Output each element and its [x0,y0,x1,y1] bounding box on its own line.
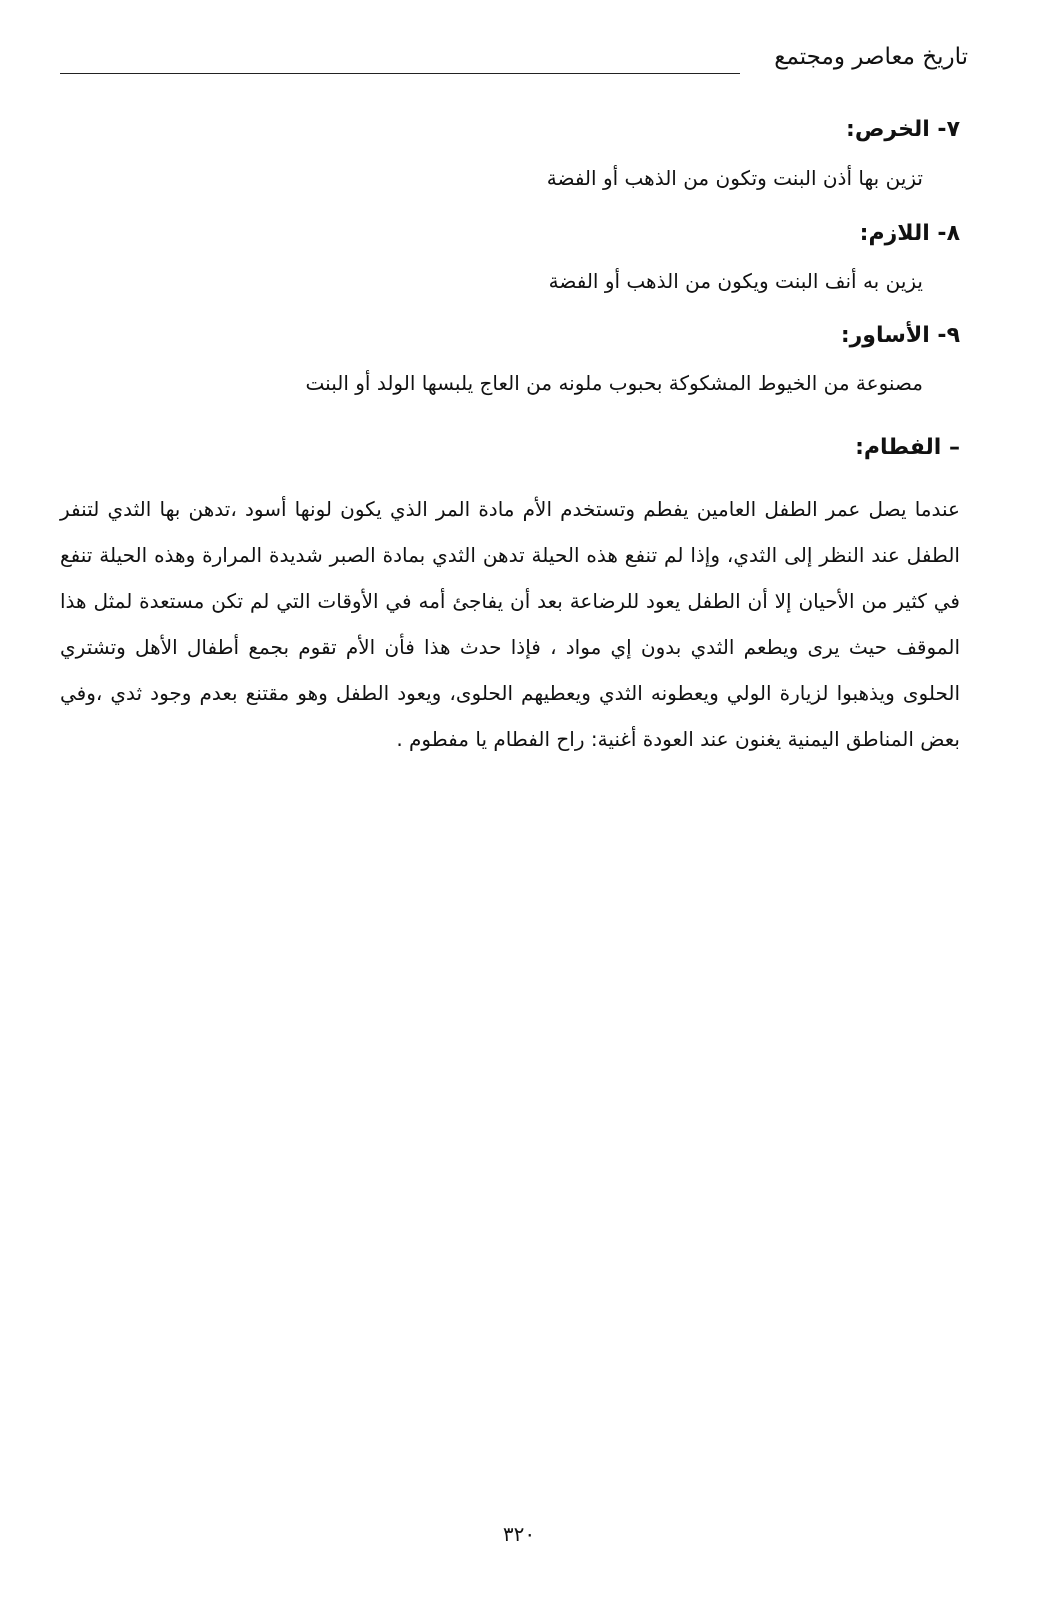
section-heading-fitam: – الفطام: [855,435,960,460]
item-heading-lazim: ٨- اللازم: [859,221,960,246]
section-paragraph-fitam: عندما يصل عمر الطفل العامين يفطم وتستخدم الأم مادة المر الذي يكون لونها أسود ،تدهن بها الثدي لتنفر الطفل عند النظر إلى الثدي، وإذا لم تنفع هذه الحيلة تدهن الثدي بمادة الصبر شديدة المرارة وهذه الحيلة تنفع في كثير من الأحيان إلا أن الطفل يعود للرضاعة بعد أن يفاجئ أمه في الأوقات التي لم تكن مستعدة لمثل هذا الموقف حيث يرى ويطعم الثدي بدون إي مواد ، فإذا حدث هذا فأن الأم تقوم بجمع أطفال الأهل وتشتري الحلوى ويذهبوا لزيارة الولي ويعطونه الثدي ويعطيهم الحلوى، ويعود الطفل وهو مقتنع بعدم وجود ثدي ،وفي بعض المناطق اليمنية يغنون عند العودة أغنية: راح الفطام يا مفطوم . [60,497,960,751]
page-number: ٣٢٠ [502,1522,536,1546]
item-heading-khurs: ٧- الخرص: [846,117,960,142]
item-text-khurs: تزين بها أذن البنت وتكون من الذهب أو الفضة [546,166,923,190]
item-text-lazim: يزين به أنف البنت ويكون من الذهب أو الفضة [548,269,923,293]
header-divider [60,73,740,74]
item-heading-asawir: ٩- الأساور: [840,323,960,348]
running-header-title: تاريخ معاصر ومجتمع [774,44,968,70]
item-text-asawir: مصنوعة من الخيوط المشكوكة بحبوب ملونه من العاج يلبسها الولد أو البنت [305,371,923,395]
